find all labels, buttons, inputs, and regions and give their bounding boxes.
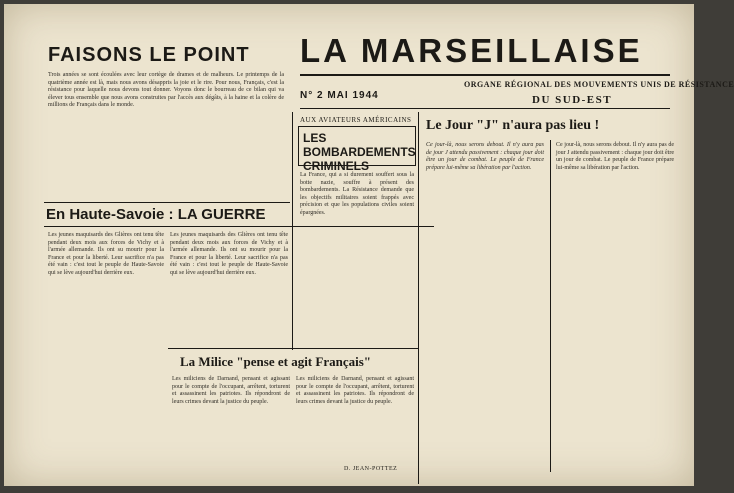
masthead-bottom-rule <box>300 108 670 109</box>
column-rule-1 <box>292 112 293 350</box>
jour-j-body-col1: Ce jour-là, nous serons debout. Il n'y aura pas de jour J attendu passivement : chaque jour doit être un jour de combat. Le peuple de France prépare lui-même sa libération par l'action. <box>426 142 544 171</box>
column-rule-3 <box>550 140 551 472</box>
newspaper-page <box>4 4 734 486</box>
milice-signature: D. JEAN-POTTEZ <box>344 466 398 472</box>
faisons-le-point-body: Trois années se sont écoulées avec leur cortège de drames et de malheurs. Le printemps de la quatrième année est là, mais nous avons désappris la joie et le rire. Pour nous, Français, c'est la résistance pour laquelle nous devons tout donner. Voyons donc le bourreau de ce bilan qui va élever tous ensemble que nous avons construites par l'accès aux dégâts, à la haine et la colère de millions de Français dans le monde. <box>48 72 284 108</box>
masthead-rule <box>300 74 670 76</box>
column-rule-2 <box>418 112 419 484</box>
milice-title: La Milice "pense et agit Français" <box>180 354 371 369</box>
bombardements-title-box <box>298 126 416 173</box>
milice-body-col1: Les miliciens de Darnand, pensant et agissant pour le compte de l'occupant, arrêtent, torturent et assassinent les patriotes. Ils répondront de leurs crimes devant la justice du peuple. <box>172 376 290 405</box>
issue-date: N° 2 MAI 1944 <box>300 90 379 101</box>
bombardements-title: LES BOMBARDEMENTS CRIMINELS <box>303 131 416 173</box>
bombardements-body: La France, qui a si durement souffert sous la botte nazie, souffre à présent des bombardements. La Résistance demande que les objectifs militaires soient frappés avec précision et que les populations civiles soient épargnées. <box>300 172 414 216</box>
aviateurs-label: AUX AVIATEURS AMÉRICAINS <box>300 116 412 124</box>
jour-j-body-col2: Ce jour-là, nous serons debout. Il n'y aura pas de jour J attendu passivement : chaque jour doit être un jour de combat. Le peuple de France prépare lui-même sa libération par l'action. <box>556 142 674 171</box>
tagline: ORGANE RÉGIONAL DES MOUVEMENTS UNIS DE RÉSISTANCE <box>464 80 734 89</box>
milice-top-rule <box>168 348 418 349</box>
haute-savoie-body-col1: Les jeunes maquisards des Glières ont tenu tête pendant deux mois aux forces de Vichy et à l'armée allemande. Ils ont su mourir pour la France et pour la liberté. Leur sacrifice n'a pas été vain : c'est tout le peuple de Haute-Savoie qui se lève aujourd'hui derrière eux. <box>48 232 164 276</box>
jour-j-title: Le Jour "J" n'aura pas lieu ! <box>426 118 600 133</box>
left-divider <box>44 202 290 203</box>
region-label: DU SUD-EST <box>532 94 613 106</box>
haute-savoie-body-col2: Les jeunes maquisards des Glières ont tenu tête pendant deux mois aux forces de Vichy et à l'armée allemande. Ils ont su mourir pour la France et pour la liberté. Leur sacrifice n'a pas été vain : c'est tout le peuple de Haute-Savoie qui se lève aujourd'hui derrière eux. <box>170 232 288 276</box>
haute-savoie-title: En Haute-Savoie : LA GUERRE <box>46 206 266 223</box>
milice-body-col2: Les miliciens de Darnand, pensant et agissant pour le compte de l'occupant, arrêtent, torturent et assassinent les patriotes. Ils répondront de leurs crimes devant la justice du peuple. <box>296 376 414 405</box>
masthead-title: LA MARSEILLAISE <box>300 32 643 69</box>
faisons-le-point-headline: FAISONS LE POINT <box>48 44 250 66</box>
